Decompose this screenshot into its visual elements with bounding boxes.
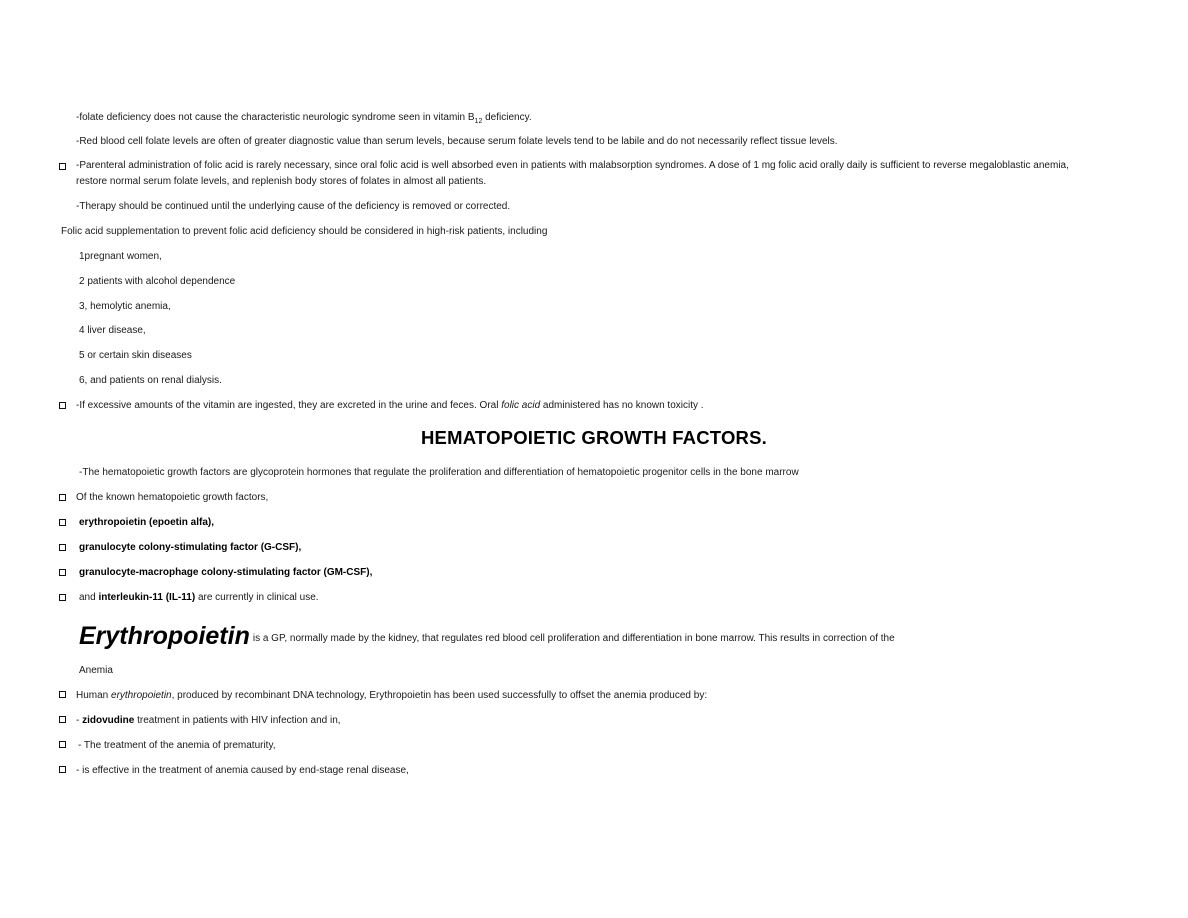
text-erythropoietin-intro: Erythropoietin is a GP, normally made by the kidney, that regulates red blood cell proliferation and differentiation in bone marrow. This results in correction of the — [79, 622, 895, 650]
text-supplementation: Folic acid supplementation to prevent folic acid deficiency should be considered in high-risk patients, including — [61, 226, 548, 237]
text-prematurity: - The treatment of the anemia of prematurity, — [78, 740, 276, 751]
bullet-square-icon — [59, 163, 66, 170]
text-therapy: -Therapy should be continued until the underlying cause of the deficiency is removed or corrected. — [76, 201, 511, 212]
risk-item: 3, hemolytic anemia, — [79, 301, 171, 312]
text-known-factors: Of the known hematopoietic growth factors, — [76, 492, 269, 503]
bullet-square-icon — [59, 716, 66, 723]
erythropoietin-title: Erythropoietin — [79, 622, 250, 650]
text-excess-vitamin: -If excessive amounts of the vitamin are ingested, they are excreted in the urine and feces. Oral folic acid administered has no known toxicity . — [76, 400, 704, 411]
factor-item: and interleukin-11 (IL-11) are currently in clinical use. — [79, 592, 319, 603]
risk-item: 4 liver disease, — [79, 325, 146, 336]
text-folate-neurologic: -folate deficiency does not cause the characteristic neurologic syndrome seen in vitamin $B_{12}$ deficiency. — [76, 112, 532, 125]
text-anemia: Anemia — [79, 665, 113, 676]
bullet-square-icon — [59, 594, 66, 601]
bullet-square-icon — [59, 691, 66, 698]
bullet-square-icon — [59, 544, 66, 551]
factor-item: granulocyte colony-stimulating factor (G-CSF), — [79, 542, 302, 553]
bullet-square-icon — [59, 519, 66, 526]
factor-item: granulocyte-macrophage colony-stimulating factor (GM-CSF), — [79, 567, 373, 578]
bullet-square-icon — [59, 402, 66, 409]
section-heading: HEMATOPOIETIC GROWTH FACTORS. — [421, 427, 767, 448]
risk-item: 5 or certain skin diseases — [79, 350, 192, 361]
text-growth-factors-intro: -The hematopoietic growth factors are glycoprotein hormones that regulate the proliferation and differentiation of hematopoietic progenitor cells in the bone marrow — [79, 467, 799, 478]
risk-item: 6, and patients on renal dialysis. — [79, 375, 222, 386]
bullet-square-icon — [59, 766, 66, 773]
text-zidovudine: - zidovudine treatment in patients with HIV infection and in, — [76, 715, 341, 726]
bullet-square-icon — [59, 569, 66, 576]
risk-item: 1pregnant women, — [79, 251, 162, 262]
factor-item: erythropoietin (epoetin alfa), — [79, 517, 215, 528]
bullet-square-icon — [59, 741, 66, 748]
text-rbc-folate: -Red blood cell folate levels are often of greater diagnostic value than serum levels, because serum folate levels tend to be labile and do not necessarily reflect tissue levels. — [76, 136, 838, 147]
text-parenteral: -Parenteral administration of folic acid is rarely necessary, since oral folic acid is well absorbed even in patients with malabsorption syndromes. A dose of 1 mg folic acid orally daily is sufficient to reverse megaloblastic anemia, restore normal serum folate levels, and replenish body stores of folates in almost all patients. — [76, 160, 1069, 187]
text-human-erythropoietin: Human erythropoietin, produced by recombinant DNA technology, Erythropoietin has been used successfully to offset the anemia produced by: — [76, 690, 708, 701]
bullet-square-icon — [59, 494, 66, 501]
risk-item: 2 patients with alcohol dependence — [79, 276, 236, 287]
text-renal-disease: - is effective in the treatment of anemia caused by end-stage renal disease, — [76, 765, 409, 776]
